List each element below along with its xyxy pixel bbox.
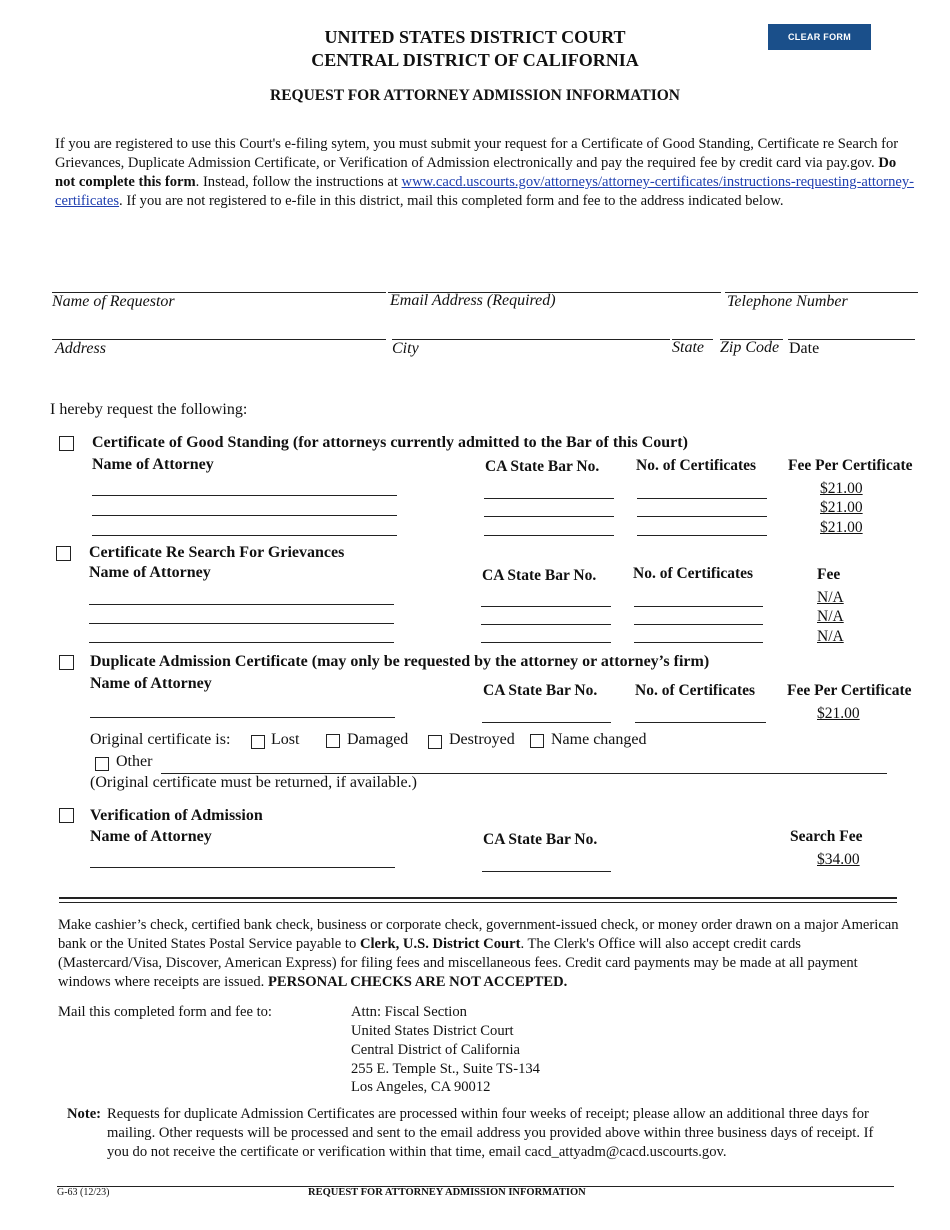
good-standing-count-line[interactable] — [637, 535, 767, 536]
good-standing-fee: $21.00 — [820, 480, 863, 497]
duplicate-name-line[interactable] — [90, 717, 395, 718]
payment-instructions — [58, 916, 908, 992]
verification-checkbox[interactable] — [59, 808, 74, 823]
intro-text1: If you are registered to use this Court's e-filing sytem, you must submit your request for a Certificate of Good Standing, Certificate re Search for Grievances, Duplicate Admission Certificate, or Verification of Admission electronically and pay the required fee by credit card via pay.gov. — [55, 136, 899, 171]
good-standing-bar-line[interactable] — [484, 516, 614, 517]
intro-text3: . If you are not registered to e-file in this district, mail this completed form and fee to the address indicated below. — [119, 193, 784, 209]
good-standing-count-line[interactable] — [637, 516, 767, 517]
good-standing-title: Certificate of Good Standing (for attorneys currently admitted to the Bar of this Court) — [92, 434, 688, 451]
return-note: (Original certificate must be returned, if available.) — [90, 774, 417, 791]
mail-address-line: Attn: Fiscal Section — [351, 1004, 467, 1020]
good-standing-bar-col: CA State Bar No. — [485, 458, 600, 475]
grievances-name-line[interactable] — [89, 642, 394, 643]
duplicate-name-col: Name of Attorney — [90, 675, 212, 692]
mail-to-label: Mail this completed form and fee to: — [58, 1004, 272, 1020]
footer-title: REQUEST FOR ATTORNEY ADMISSION INFORMATION — [308, 1187, 586, 1198]
grievances-fee: N/A — [817, 608, 844, 625]
section-divider — [59, 897, 897, 899]
duplicate-checkbox[interactable] — [59, 655, 74, 670]
payment-text2: . The Clerk's Office will also accept credit cards (Mastercard/Visa, Discover, American Express) for filing fees and miscellaneous fees. Credit card payments may be made at all payment windows where receipts are issued. — [58, 936, 858, 990]
lost-checkbox[interactable] — [251, 735, 265, 749]
intro-bold: Do not complete this form — [55, 155, 897, 190]
grievances-checkbox[interactable] — [56, 546, 71, 561]
mail-address-line: United States District Court — [351, 1023, 514, 1039]
mail-address-line: Los Angeles, CA 90012 — [351, 1079, 491, 1095]
good-standing-name-col: Name of Attorney — [92, 456, 214, 473]
payment-text1: Make cashier’s check, certified bank check, business or corporate check, government-issued check, or money order drawn on a major American bank or the United States Postal Service payable to — [58, 917, 899, 952]
good-standing-count-col: No. of Certificates — [636, 457, 757, 474]
section-divider — [59, 902, 897, 903]
good-standing-name-line[interactable] — [92, 515, 397, 516]
duplicate-fee-col: Fee Per Certificate — [787, 682, 912, 699]
verification-name-line[interactable] — [90, 867, 395, 868]
destroyed-checkbox[interactable] — [428, 735, 442, 749]
grievances-count-col: No. of Certificates — [633, 565, 754, 582]
name-changed-checkbox[interactable] — [530, 734, 544, 748]
duplicate-count-col: No. of Certificates — [635, 682, 756, 699]
clear-form-button[interactable]: CLEAR FORM — [768, 24, 871, 50]
telephone-label: Telephone Number — [727, 293, 848, 310]
city-line[interactable] — [392, 339, 670, 340]
verification-fee-col: Search Fee — [790, 828, 863, 845]
good-standing-fee-col: Fee Per Certificate — [788, 457, 913, 474]
city-label: City — [392, 340, 419, 357]
grievances-count-line[interactable] — [634, 606, 763, 607]
verification-title: Verification of Admission — [90, 807, 263, 824]
destroyed-label: Destroyed — [449, 731, 515, 748]
verification-bar-col: CA State Bar No. — [483, 831, 598, 848]
request-intro: I hereby request the following: — [50, 401, 248, 418]
lost-label: Lost — [271, 731, 300, 748]
damaged-label: Damaged — [347, 731, 409, 748]
good-standing-fee: $21.00 — [820, 519, 863, 536]
zip-code-label: Zip Code — [720, 339, 780, 356]
original-certificate-label: Original certificate is: — [90, 731, 231, 748]
grievances-fee: N/A — [817, 589, 844, 606]
grievances-bar-line[interactable] — [481, 642, 611, 643]
grievances-title: Certificate Re Search For Grievances — [89, 544, 345, 561]
good-standing-fee: $21.00 — [820, 499, 863, 516]
mail-address-line: 255 E. Temple St., Suite TS-134 — [351, 1061, 540, 1077]
grievances-count-line[interactable] — [634, 642, 763, 643]
duplicate-bar-col: CA State Bar No. — [483, 682, 598, 699]
form-title: REQUEST FOR ATTORNEY ADMISSION INFORMATION — [270, 87, 680, 104]
grievances-name-line[interactable] — [89, 604, 394, 605]
good-standing-name-line[interactable] — [92, 535, 397, 536]
verification-bar-line[interactable] — [482, 871, 611, 872]
duplicate-count-line[interactable] — [635, 722, 766, 723]
mail-address-line: Central District of California — [351, 1042, 520, 1058]
address-label: Address — [55, 340, 106, 357]
instructions-link[interactable]: www.cacd.uscourts.gov/attorneys/attorney-certificates/instructions-requesting-attorney-certificates — [55, 174, 915, 209]
state-label: State — [672, 339, 704, 356]
verification-name-col: Name of Attorney — [90, 828, 212, 845]
good-standing-bar-line[interactable] — [484, 535, 614, 536]
good-standing-bar-line[interactable] — [484, 498, 614, 499]
court-name-line2: CENTRAL DISTRICT OF CALIFORNIA — [311, 50, 639, 70]
other-checkbox[interactable] — [95, 757, 109, 771]
note-label: Note: — [67, 1106, 102, 1122]
court-name-line1: UNITED STATES DISTRICT COURT — [324, 27, 626, 47]
grievances-bar-line[interactable] — [481, 624, 611, 625]
date-label: Date — [789, 340, 820, 357]
name-changed-label: Name changed — [551, 731, 647, 748]
duplicate-fee: $21.00 — [817, 705, 860, 722]
grievances-count-line[interactable] — [634, 624, 763, 625]
grievances-name-col: Name of Attorney — [89, 564, 211, 581]
verification-fee: $34.00 — [817, 851, 860, 868]
good-standing-name-line[interactable] — [92, 495, 397, 496]
grievances-fee-col: Fee — [817, 566, 841, 583]
email-label: Email Address (Required) — [390, 292, 556, 309]
intro-text2: . Instead, follow the instructions at — [195, 174, 398, 190]
grievances-bar-col: CA State Bar No. — [482, 567, 597, 584]
requestor-name-label: Name of Requestor — [52, 293, 175, 310]
good-standing-checkbox[interactable] — [59, 436, 74, 451]
damaged-checkbox[interactable] — [326, 734, 340, 748]
personal-checks-warning: PERSONAL CHECKS ARE NOT ACCEPTED. — [267, 974, 568, 990]
grievances-fee: N/A — [817, 628, 844, 645]
duplicate-title: Duplicate Admission Certificate (may only be requested by the attorney or attorney’s firm) — [90, 653, 710, 670]
other-label: Other — [116, 753, 153, 770]
grievances-name-line[interactable] — [89, 623, 394, 624]
grievances-bar-line[interactable] — [481, 606, 611, 607]
intro-paragraph — [55, 135, 917, 211]
form-id: G-63 (12/23) — [57, 1187, 110, 1198]
good-standing-count-line[interactable] — [637, 498, 767, 499]
duplicate-bar-line[interactable] — [482, 722, 611, 723]
note-text: Requests for duplicate Admission Certificates are processed within four weeks of receipt; please allow an additional three days for mailing. Other requests will be processed and sent to the email address you provided above within three business days of receipt. If you do not receive the certificate or verification within that time, email cacd_attyadm@cacd.uscourts.gov. — [107, 1106, 874, 1160]
payee-name: Clerk, U.S. District Court — [359, 936, 521, 952]
